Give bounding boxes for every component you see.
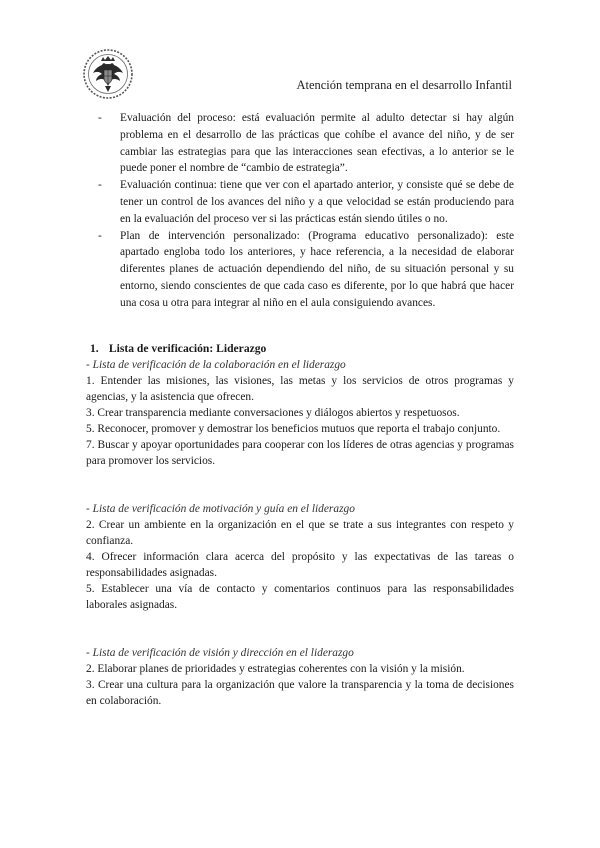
university-crest-icon	[82, 48, 134, 100]
checklist-item: 5. Establecer una vía de contacto y comentarios continuos para las responsabilidades laborales asignadas.	[86, 582, 514, 611]
dash-bullet: -	[98, 112, 102, 124]
dash-bullet: -	[98, 179, 102, 192]
spacer	[86, 613, 514, 645]
document-body	[86, 110, 514, 709]
checklist-item: 5. Reconocer, promover y demostrar los beneficios mutuos que reporta el trabajo conjunto.	[86, 422, 501, 435]
subsection-heading: - Lista de verificación de la colaboración en el liderazgo	[86, 358, 346, 371]
checklist-group-motivation	[86, 501, 514, 613]
checklist-item: 3. Crear una cultura para la organización que valore la transparencia y la toma de decisiones en colaboración.	[86, 678, 514, 707]
list-item	[86, 177, 514, 227]
checklist-item: 1. Entender las misiones, las visiones, las metas y los servicios de otros programas y agencias, y la asistencia que ofrecen.	[86, 374, 514, 403]
subsection-heading: - Lista de verificación de visión y dirección en el liderazgo	[86, 646, 354, 659]
section-title: Lista de verificación: Liderazgo	[108, 341, 267, 355]
bullet-list	[86, 110, 514, 312]
list-item	[86, 228, 514, 312]
checklist-item: 3. Crear transparencia mediante conversaciones y diálogos abiertos y respetuosos.	[86, 406, 460, 419]
checklist-group-vision	[86, 645, 514, 709]
checklist-item: 4. Ofrecer información clara acerca del propósito y las expectativas de las tareas o responsabilidades asignadas.	[86, 550, 514, 579]
list-item-text: Plan de intervención personalizado: (Programa educativo personalizado): este apartado engloba todo los anteriores, y hace referencia, a la necesidad de elaborar diferentes planes de actuación dependiendo del niño, de su situación personal y su entorno, siendo conscientes de que cada caso es diferente, por lo que habrá que hacer una cosa u otra para integrar al niño en el aula consiguiendo avances.	[120, 229, 514, 309]
checklist-item: 7. Buscar y apoyar oportunidades para cooperar con los líderes de otras agencias y programas para promover los servicios.	[86, 438, 514, 467]
subsection-heading: - Lista de verificación de motivación y guía en el liderazgo	[86, 502, 355, 515]
checklist-item: 2. Crear un ambiente en la organización en el que se trate a sus integrantes con respeto y confianza.	[86, 518, 514, 547]
list-item-text: Evaluación del proceso: está evaluación permite al adulto detectar si hay algún problema en el desarrollo de las prácticas que cohíbe el avance del niño, y de ser cambiar las estrategias para que las interacciones sean efectivas, a lo anterior se le puede poner el nombre de “cambio de estrategia”.	[120, 112, 514, 175]
section-number: 1.	[90, 341, 99, 355]
checklist-group-collaboration	[86, 357, 514, 469]
dash-bullet: -	[98, 229, 102, 242]
running-header: Atención temprana en el desarrollo Infantil	[296, 78, 512, 92]
list-item	[86, 110, 514, 177]
checklist-item: 2. Elaborar planes de prioridades y estrategias coherentes con la visión y la misión.	[86, 662, 465, 675]
spacer	[86, 469, 514, 501]
list-item-text: Evaluación continua: tiene que ver con el apartado anterior, y consiste qué se debe de tener un control de los avances del niño y a que velocidad se están produciendo para en la evaluación del proceso ver si las prácticas están siendo útiles o no.	[120, 179, 514, 225]
section-heading	[86, 341, 514, 357]
